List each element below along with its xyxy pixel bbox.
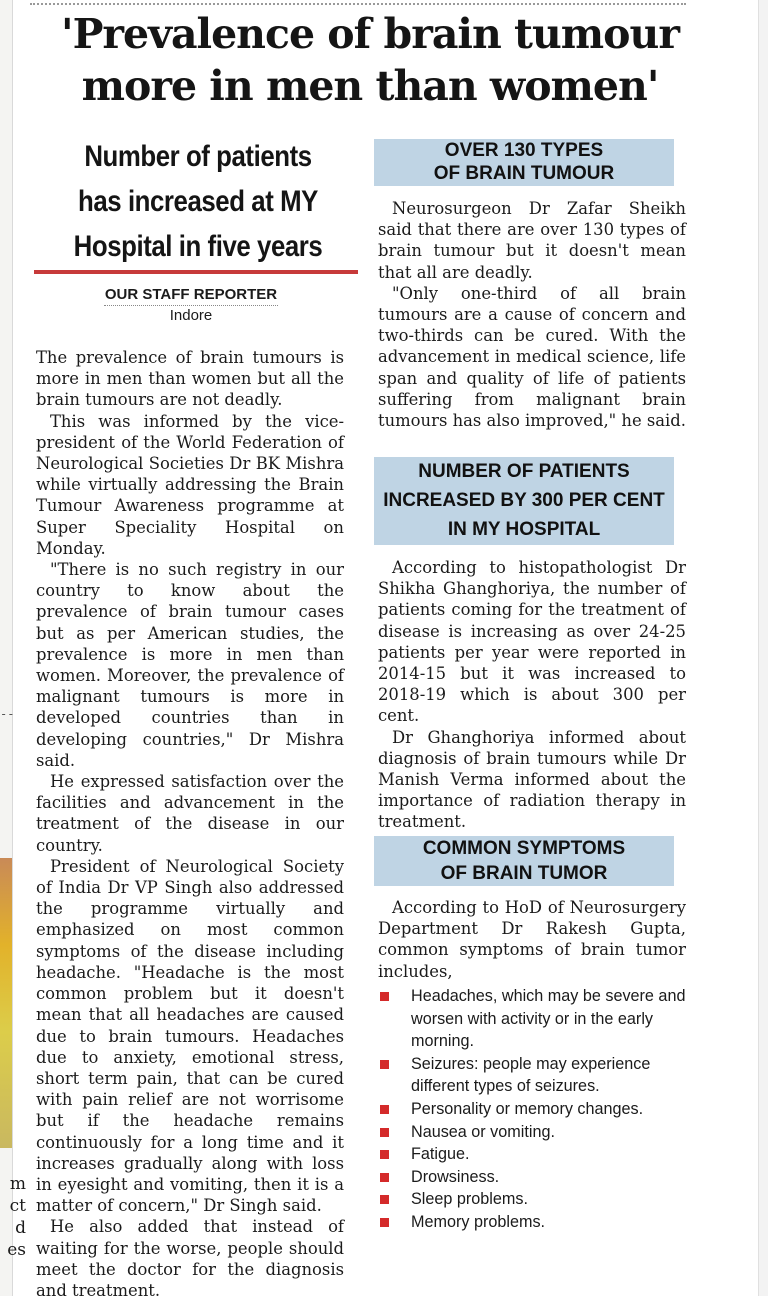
subheadline <box>57 134 339 269</box>
section-heading-line: OF BRAIN TUMOUR <box>433 163 615 184</box>
article-column-right-c <box>378 897 686 982</box>
section-heading-line: COMMON SYMPTOMS <box>422 838 626 859</box>
dateline: Indore <box>169 307 213 324</box>
paragraph: He also added that instead of waiting for the worse, people should meet the doctor for the diagnosis and treatment. <box>36 1217 344 1300</box>
page-right-margin <box>758 0 768 1296</box>
paragraph: This was informed by the vice-president of the World Federation of Neurological Societies Dr BK Mishra while virtually addressing the Brain Tumour Awareness programme at Super Speciality Hospital on Monday. <box>36 411 344 558</box>
article-column-right-a <box>378 198 686 431</box>
list-item-text: Headaches, which may be severe and worsen with activity or in the early morning. <box>411 987 686 1051</box>
red-square-bullet-icon <box>380 1128 389 1137</box>
section-heading-symptoms <box>374 836 674 886</box>
list-item <box>378 1121 708 1144</box>
red-square-bullet-icon <box>380 1060 389 1069</box>
fragment: d <box>15 1218 26 1238</box>
list-item <box>378 1188 708 1211</box>
adjacent-dash: -- <box>0 707 15 721</box>
top-dotted-rule <box>30 3 686 5</box>
section-heading-line: NUMBER OF PATIENTS <box>418 461 630 482</box>
section-heading-patients <box>374 457 674 545</box>
fragment: es <box>7 1240 26 1260</box>
paragraph: According to HoD of Neurosurgery Department Dr Rakesh Gupta, common symptoms of brain tumor includes, <box>378 898 686 981</box>
paragraph: President of Neurological Society of India Dr VP Singh also addressed the programme virtually and emphasized on most common symptoms of the disease including headache. "Headache is the most common problem but it doesn't mean that all headaches are caused due to brain tumours. Headaches due to anxiety, emotional stress, short term pain, that can be cured with pain relief are not worrisome but if the headache remains continuously for a long time and it increases gradually along with loss in eyesight and vomiting, then it is a matter of concern," Dr Singh said. <box>36 856 344 1216</box>
fragment: ct <box>9 1196 26 1216</box>
list-item <box>378 1166 708 1189</box>
list-item-text: Sleep problems. <box>411 1190 528 1209</box>
paragraph: "Only one-third of all brain tumours are a cause of concern and two-thirds can be cured. With the advancement in medical science, life span and quality of life of patients suffering from malignant brain tumours has also improved," he said. <box>378 283 687 431</box>
red-square-bullet-icon <box>380 1173 389 1182</box>
red-square-bullet-icon <box>380 1105 389 1114</box>
paragraph: Neurosurgeon Dr Zafar Sheikh said that there are over 130 types of brain tumour but it doesn't mean that all are deadly. <box>378 199 686 282</box>
red-square-bullet-icon <box>380 992 389 1001</box>
section-heading-line: OF BRAIN TUMOR <box>440 863 608 884</box>
section-heading-line: OVER 130 TYPES <box>444 140 604 161</box>
article-column-right-b <box>378 557 686 833</box>
red-square-bullet-icon <box>380 1195 389 1204</box>
list-item <box>378 1211 708 1234</box>
section-heading-types <box>374 139 674 186</box>
headline-line: more in men than women' <box>81 62 659 110</box>
paragraph: He expressed satisfaction over the facilities and advancement in the treatment of the disease in our country. <box>36 772 344 855</box>
paragraph: The prevalence of brain tumours is more in men than women but all the brain tumours are not deadly. <box>36 348 344 410</box>
subheadline-line: has increased at MY <box>78 185 318 218</box>
headline <box>30 8 710 112</box>
section-heading-line: INCREASED BY 300 PER CENT <box>383 490 665 511</box>
symptom-list <box>378 985 708 1234</box>
headline-line: 'Prevalence of brain tumour <box>61 10 679 58</box>
paragraph: "There is no such registry in our country to know about the prevalence of brain tumour cases but as per American studies, the prevalence is more in men than women. Moreover, the prevalence of malignant tumours is more in developed countries than in developing countries," Dr Mishra said. <box>36 560 344 770</box>
list-item <box>378 1098 708 1121</box>
red-square-bullet-icon <box>380 1150 389 1159</box>
red-square-bullet-icon <box>380 1218 389 1227</box>
byline-dotted-rule <box>104 305 278 306</box>
byline: OUR STAFF REPORTER <box>104 286 278 303</box>
list-item <box>378 1053 708 1098</box>
red-divider <box>34 270 358 274</box>
list-item-text: Memory problems. <box>411 1212 546 1231</box>
list-item <box>378 1143 708 1166</box>
list-item-text: Personality or memory changes. <box>411 1099 644 1118</box>
subheadline-line: Number of patients <box>84 140 312 173</box>
list-item <box>378 985 708 1053</box>
list-item-text: Fatigue. <box>411 1145 470 1164</box>
list-item-text: Nausea or vomiting. <box>411 1122 555 1141</box>
list-item-text: Seizures: people may experience different types of seizures. <box>411 1054 651 1096</box>
paragraph: Dr Ghanghoriya informed about diagnosis of brain tumours while Dr Manish Verma informed about the importance of radiation therapy in treatment. <box>378 727 686 832</box>
subheadline-line: Hospital in five years <box>73 230 323 263</box>
list-item-text: Drowsiness. <box>411 1167 500 1186</box>
adjacent-photo-strip <box>0 858 12 1148</box>
adjacent-text-fragments <box>0 1173 26 1261</box>
article-column-left <box>36 347 344 1301</box>
fragment: m <box>9 1174 26 1194</box>
paragraph: According to histopathologist Dr Shikha Ghanghoriya, the number of patients coming for the treatment of disease is increasing as over 24-25 patients per year were reported in 2014-15 but it was increased to 2018-19 which is about 300 per cent. <box>378 558 686 726</box>
section-heading-line: IN MY HOSPITAL <box>447 519 601 540</box>
